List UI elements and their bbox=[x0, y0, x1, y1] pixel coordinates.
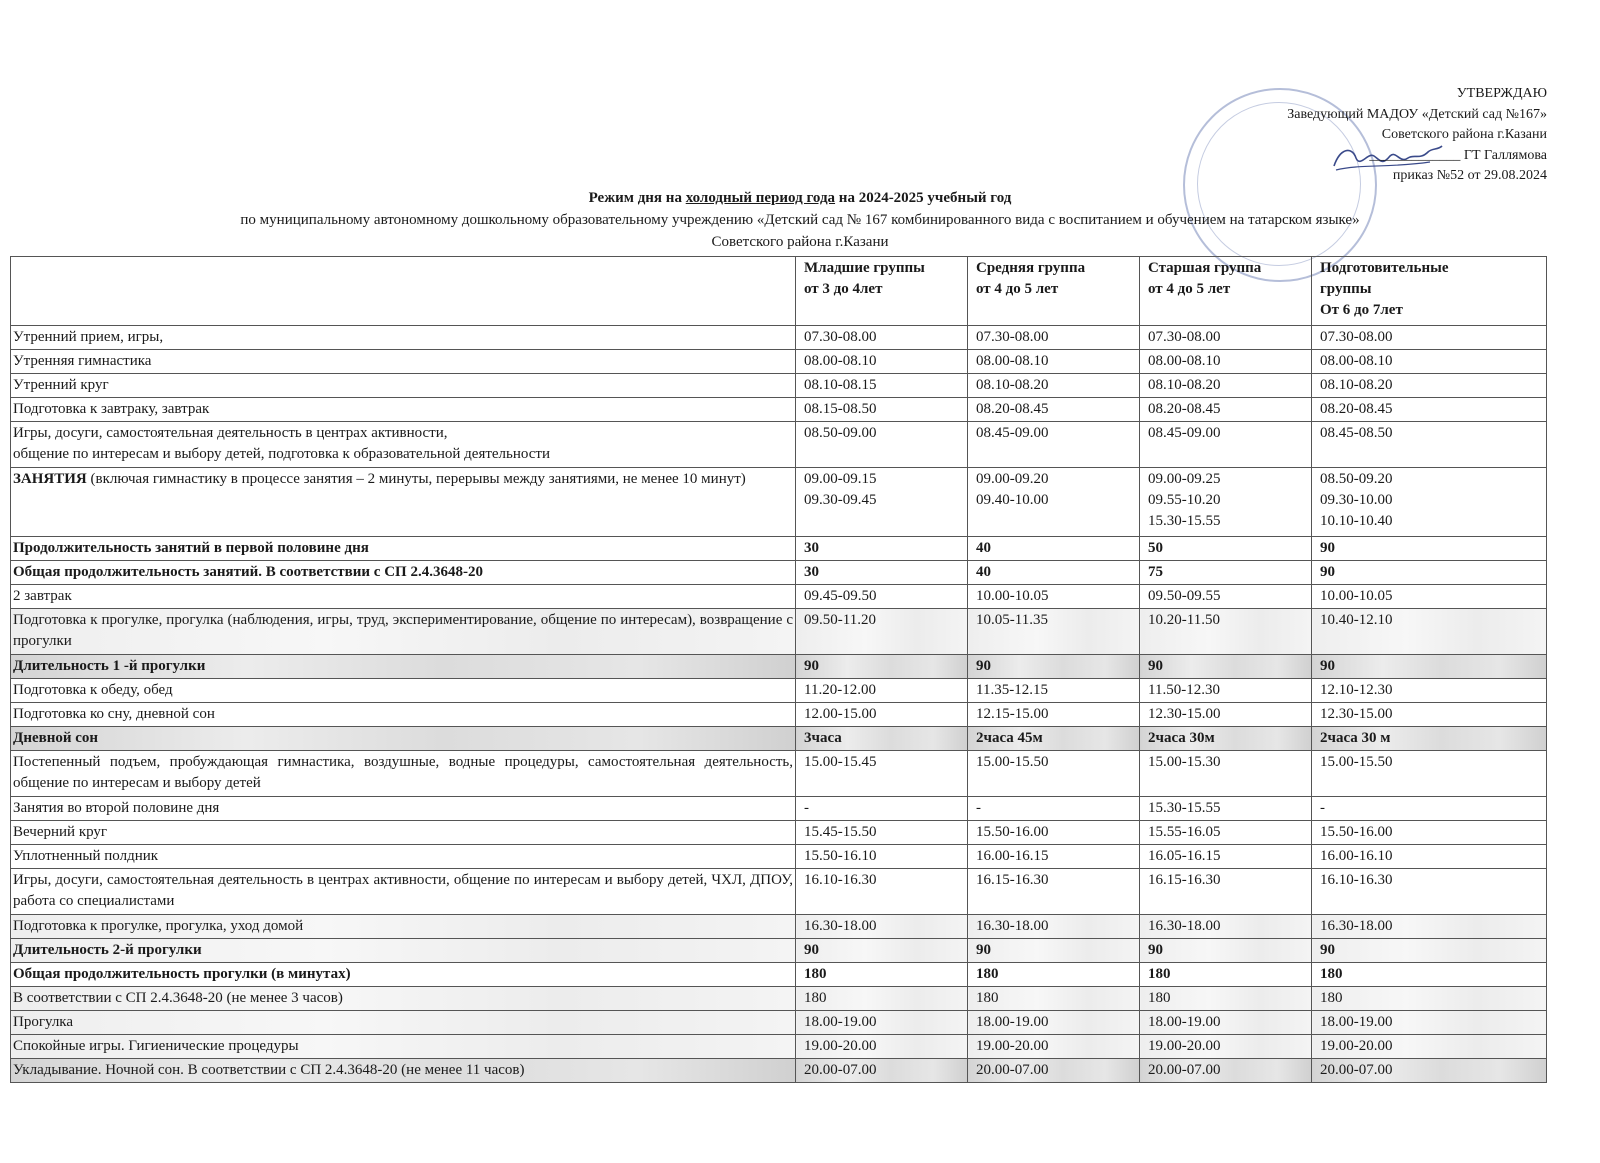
row-value-group-4: 12.30-15.00 bbox=[1312, 703, 1547, 727]
row-value-group-2: 90 bbox=[968, 939, 1140, 963]
row-label-text: Спокойные игры. Гигиенические процедуры bbox=[13, 1038, 299, 1054]
row-value-group-2: 11.35-12.15 bbox=[968, 679, 1140, 703]
row-value-group-3: 15.00-15.30 bbox=[1140, 751, 1312, 797]
time-slot: 09.00-09.15 bbox=[804, 471, 877, 487]
row-value-group-3: 19.00-20.00 bbox=[1140, 1035, 1312, 1059]
row-value-group-2: 16.30-18.00 bbox=[968, 915, 1140, 939]
table-row bbox=[11, 751, 1547, 797]
header-preparatory: Подготовительные группы От 6 до 7лет bbox=[1312, 257, 1547, 326]
time-slot: 09.30-09.45 bbox=[804, 492, 877, 508]
row-value-group-4: 16.10-16.30 bbox=[1312, 869, 1547, 915]
row-label bbox=[11, 350, 796, 374]
row-value-group-1 bbox=[796, 468, 968, 537]
row-label-text: Подготовка к прогулке, прогулка, уход домой bbox=[13, 918, 304, 934]
row-label-text: 2 завтрак bbox=[13, 588, 72, 604]
row-label bbox=[11, 845, 796, 869]
table-row bbox=[11, 963, 1547, 987]
table-row bbox=[11, 939, 1547, 963]
row-value-group-4: 2часа 30 м bbox=[1312, 727, 1547, 751]
row-value-group-1: 09.45-09.50 bbox=[796, 585, 968, 609]
approval-district: Советского района г.Казани bbox=[1381, 127, 1547, 142]
row-value-group-3: 16.30-18.00 bbox=[1140, 915, 1312, 939]
table-row bbox=[11, 468, 1547, 537]
row-label-text: Общая продолжительность прогулки (в минутах) bbox=[13, 966, 351, 982]
row-value-group-1: 180 bbox=[796, 963, 968, 987]
table-row bbox=[11, 585, 1547, 609]
row-value-group-2: 16.15-16.30 bbox=[968, 869, 1140, 915]
row-value-group-2: 180 bbox=[968, 963, 1140, 987]
row-value-group-1: 12.00-15.00 bbox=[796, 703, 968, 727]
row-value-group-3: 2часа 30м bbox=[1140, 727, 1312, 751]
row-value-group-3: 09.50-09.55 bbox=[1140, 585, 1312, 609]
row-label-text: В соответствии с СП 2.4.3648-20 (не менее 3 часов) bbox=[13, 990, 343, 1006]
row-label-text: Подготовка к обеду, обед bbox=[13, 682, 173, 698]
row-label-text: Вечерний круг bbox=[13, 824, 108, 840]
row-value-group-4: 19.00-20.00 bbox=[1312, 1035, 1547, 1059]
row-value-group-4: 180 bbox=[1312, 987, 1547, 1011]
row-value-group-3: 08.20-08.45 bbox=[1140, 398, 1312, 422]
row-value-group-1: 08.50-09.00 bbox=[796, 422, 968, 468]
row-value-group-2: 15.50-16.00 bbox=[968, 821, 1140, 845]
table-row bbox=[11, 987, 1547, 1011]
table-row bbox=[11, 350, 1547, 374]
approval-title: УТВЕРЖДАЮ bbox=[1456, 86, 1547, 101]
header-empty-cell bbox=[11, 257, 796, 326]
row-label bbox=[11, 797, 796, 821]
row-label bbox=[11, 1011, 796, 1035]
row-value-group-4: 90 bbox=[1312, 561, 1547, 585]
row-value-group-3: 180 bbox=[1140, 987, 1312, 1011]
table-row bbox=[11, 703, 1547, 727]
row-value-group-2: 18.00-19.00 bbox=[968, 1011, 1140, 1035]
row-value-group-2: 08.00-08.10 bbox=[968, 350, 1140, 374]
row-label bbox=[11, 609, 796, 655]
row-value-group-2: 16.00-16.15 bbox=[968, 845, 1140, 869]
row-value-group-4: 08.00-08.10 bbox=[1312, 350, 1547, 374]
table-row bbox=[11, 845, 1547, 869]
time-slot: 15.30-15.55 bbox=[1148, 513, 1221, 529]
title-suffix: на 2024-2025 учебный год bbox=[835, 190, 1012, 206]
row-value-group-4: 10.00-10.05 bbox=[1312, 585, 1547, 609]
row-value-group-2: 180 bbox=[968, 987, 1140, 1011]
title-prefix: Режим дня на bbox=[588, 190, 686, 206]
row-value-group-2: 20.00-07.00 bbox=[968, 1059, 1140, 1083]
row-label bbox=[11, 398, 796, 422]
row-value-group-3: 75 bbox=[1140, 561, 1312, 585]
row-value-group-3: 20.00-07.00 bbox=[1140, 1059, 1312, 1083]
row-value-group-4: 180 bbox=[1312, 963, 1547, 987]
row-value-group-3: 08.00-08.10 bbox=[1140, 350, 1312, 374]
row-value-group-1: 15.00-15.45 bbox=[796, 751, 968, 797]
row-label bbox=[11, 468, 796, 537]
row-label-text: Длительность 2-й прогулки bbox=[13, 942, 202, 958]
row-label bbox=[11, 655, 796, 679]
row-value-group-3: 15.55-16.05 bbox=[1140, 821, 1312, 845]
row-value-group-3: 18.00-19.00 bbox=[1140, 1011, 1312, 1035]
row-value-group-1: - bbox=[796, 797, 968, 821]
table-row bbox=[11, 326, 1547, 350]
row-label bbox=[11, 703, 796, 727]
row-value-group-2: 40 bbox=[968, 561, 1140, 585]
row-value-group-1: 08.10-08.15 bbox=[796, 374, 968, 398]
table-row bbox=[11, 797, 1547, 821]
row-label bbox=[11, 869, 796, 915]
row-value-group-3: 08.45-09.00 bbox=[1140, 422, 1312, 468]
row-label bbox=[11, 963, 796, 987]
row-value-group-3: 08.10-08.20 bbox=[1140, 374, 1312, 398]
row-label-text: Укладывание. Ночной сон. В соответствии с СП 2.4.3648-20 (не менее 11 часов) bbox=[13, 1062, 525, 1078]
row-value-group-3 bbox=[1140, 468, 1312, 537]
row-value-group-3: 180 bbox=[1140, 963, 1312, 987]
row-label bbox=[11, 727, 796, 751]
row-value-group-2: 19.00-20.00 bbox=[968, 1035, 1140, 1059]
row-value-group-4: 08.20-08.45 bbox=[1312, 398, 1547, 422]
row-value-group-3: 50 bbox=[1140, 537, 1312, 561]
table-row bbox=[11, 727, 1547, 751]
row-value-group-1: 08.00-08.10 bbox=[796, 350, 968, 374]
row-value-group-2: 08.20-08.45 bbox=[968, 398, 1140, 422]
row-label bbox=[11, 821, 796, 845]
row-value-group-3: 16.05-16.15 bbox=[1140, 845, 1312, 869]
row-label bbox=[11, 1059, 796, 1083]
table-row bbox=[11, 374, 1547, 398]
row-label-bold: ЗАНЯТИЯ bbox=[13, 471, 87, 487]
row-value-group-3: 11.50-12.30 bbox=[1140, 679, 1312, 703]
row-label-text: Продолжительность занятий в первой половине дня bbox=[13, 540, 369, 556]
row-value-group-2: 07.30-08.00 bbox=[968, 326, 1140, 350]
header-senior: Старшая группа от 4 до 5 лет bbox=[1140, 257, 1312, 326]
row-value-group-1: 18.00-19.00 bbox=[796, 1011, 968, 1035]
row-value-group-2: 2часа 45м bbox=[968, 727, 1140, 751]
row-value-group-1: 90 bbox=[796, 939, 968, 963]
row-value-group-4 bbox=[1312, 468, 1547, 537]
table-row bbox=[11, 537, 1547, 561]
row-value-group-4: 15.00-15.50 bbox=[1312, 751, 1547, 797]
table-row bbox=[11, 561, 1547, 585]
title-underlined: холодный период года bbox=[685, 190, 836, 206]
row-value-group-1: 11.20-12.00 bbox=[796, 679, 968, 703]
row-value-group-2: 90 bbox=[968, 655, 1140, 679]
table-row bbox=[11, 1011, 1547, 1035]
row-value-group-1: 30 bbox=[796, 561, 968, 585]
row-label-text: (включая гимнастику в процессе занятия – 2 минуты, перерывы между занятиями, не менее 10 минут) bbox=[86, 471, 746, 487]
row-label-text: Игры, досуги, самостоятельная деятельность в центрах активности, общение по интересам и выбору детей, ЧХЛ, ДПОУ, работа со специалистами bbox=[13, 872, 793, 909]
row-value-group-4: 90 bbox=[1312, 939, 1547, 963]
row-value-group-2: 10.00-10.05 bbox=[968, 585, 1140, 609]
row-label bbox=[11, 987, 796, 1011]
time-slot: 09.00-09.25 bbox=[1148, 471, 1221, 487]
row-value-group-4: 10.40-12.10 bbox=[1312, 609, 1547, 655]
document-subtitle-district: Советского района г.Казани bbox=[711, 234, 889, 250]
table-row bbox=[11, 1035, 1547, 1059]
document-subtitle: по муниципальному автономному дошкольному образовательному учреждению «Детский сад № 167 комбинированного вида с воспитанием и обучением на татарском языке» bbox=[240, 212, 1360, 228]
row-label-text: Длительность 1 -й прогулки bbox=[13, 658, 206, 674]
row-value-group-1: 180 bbox=[796, 987, 968, 1011]
time-slot: 10.10-10.40 bbox=[1320, 513, 1393, 529]
row-value-group-2: 08.45-09.00 bbox=[968, 422, 1140, 468]
row-value-group-3: 07.30-08.00 bbox=[1140, 326, 1312, 350]
approval-position: Заведующий МАДОУ «Детский сад №167» bbox=[1287, 106, 1547, 122]
row-value-group-1: 08.15-08.50 bbox=[796, 398, 968, 422]
row-label-text: Игры, досуги, самостоятельная деятельность в центрах активности, bbox=[13, 425, 448, 441]
time-slot: 09.40-10.00 bbox=[976, 492, 1049, 508]
table-row bbox=[11, 915, 1547, 939]
row-label bbox=[11, 915, 796, 939]
time-slot: 09.00-09.20 bbox=[976, 471, 1049, 487]
row-value-group-4: 16.00-16.10 bbox=[1312, 845, 1547, 869]
header-middle: Средняя группа от 4 до 5 лет bbox=[968, 257, 1140, 326]
table-row bbox=[11, 655, 1547, 679]
row-value-group-4: 08.10-08.20 bbox=[1312, 374, 1547, 398]
row-value-group-4: 07.30-08.00 bbox=[1312, 326, 1547, 350]
row-value-group-4: 08.45-08.50 bbox=[1312, 422, 1547, 468]
row-value-group-1: 20.00-07.00 bbox=[796, 1059, 968, 1083]
table-row bbox=[11, 679, 1547, 703]
row-label-text: Дневной сон bbox=[13, 730, 99, 746]
row-value-group-2: 10.05-11.35 bbox=[968, 609, 1140, 655]
row-label bbox=[11, 679, 796, 703]
row-value-group-2: 40 bbox=[968, 537, 1140, 561]
row-label-text: Прогулка bbox=[13, 1014, 74, 1030]
row-value-group-2: 08.10-08.20 bbox=[968, 374, 1140, 398]
row-value-group-1: 16.10-16.30 bbox=[796, 869, 968, 915]
row-label-text: Утренний круг bbox=[13, 377, 109, 393]
row-value-group-2: - bbox=[968, 797, 1140, 821]
approval-signatory: _____________ ГТ Галлямова bbox=[1369, 147, 1547, 163]
row-value-group-1: 30 bbox=[796, 537, 968, 561]
time-slot: 09.55-10.20 bbox=[1148, 492, 1221, 508]
row-label-text: Уплотненный полдник bbox=[13, 848, 159, 864]
row-value-group-3: 90 bbox=[1140, 939, 1312, 963]
row-value-group-3: 10.20-11.50 bbox=[1140, 609, 1312, 655]
document-title bbox=[0, 190, 1600, 207]
row-value-group-1: 19.00-20.00 bbox=[796, 1035, 968, 1059]
row-value-group-2 bbox=[968, 468, 1140, 537]
row-value-group-4: 90 bbox=[1312, 537, 1547, 561]
table-row bbox=[11, 869, 1547, 915]
row-label-text: Подготовка к завтраку, завтрак bbox=[13, 401, 210, 417]
row-label-text: Общая продолжительность занятий. В соответствии с СП 2.4.3648-20 bbox=[13, 564, 483, 580]
row-value-group-4: 15.50-16.00 bbox=[1312, 821, 1547, 845]
row-label bbox=[11, 422, 796, 468]
time-slot: 09.30-10.00 bbox=[1320, 492, 1393, 508]
row-label bbox=[11, 1035, 796, 1059]
table-row bbox=[11, 398, 1547, 422]
row-value-group-1: 15.45-15.50 bbox=[796, 821, 968, 845]
row-label bbox=[11, 561, 796, 585]
row-label bbox=[11, 585, 796, 609]
row-label-text: Утренняя гимнастика bbox=[13, 353, 152, 369]
row-label bbox=[11, 939, 796, 963]
row-value-group-4: 20.00-07.00 bbox=[1312, 1059, 1547, 1083]
row-label-text: Утренний прием, игры, bbox=[13, 329, 164, 345]
row-value-group-1: 90 bbox=[796, 655, 968, 679]
row-value-group-4: 12.10-12.30 bbox=[1312, 679, 1547, 703]
approval-block bbox=[1287, 84, 1547, 187]
row-value-group-4: 16.30-18.00 bbox=[1312, 915, 1547, 939]
table-row bbox=[11, 609, 1547, 655]
row-label-text: Постепенный подъем, пробуждающая гимнастика, воздушные, водные процедуры, самостоятельная деятельность, общение по интересам и выбору детей bbox=[13, 754, 793, 791]
row-value-group-2: 15.00-15.50 bbox=[968, 751, 1140, 797]
row-value-group-4: 18.00-19.00 bbox=[1312, 1011, 1547, 1035]
row-label-text: Подготовка ко сну, дневной сон bbox=[13, 706, 215, 722]
row-label bbox=[11, 374, 796, 398]
table-row bbox=[11, 821, 1547, 845]
table-row bbox=[11, 1059, 1547, 1083]
row-value-group-1: 16.30-18.00 bbox=[796, 915, 968, 939]
row-value-group-4: - bbox=[1312, 797, 1547, 821]
row-label bbox=[11, 751, 796, 797]
row-value-group-3: 16.15-16.30 bbox=[1140, 869, 1312, 915]
header-junior: Младшие группы от 3 до 4лет bbox=[796, 257, 968, 326]
row-value-group-4: 90 bbox=[1312, 655, 1547, 679]
row-label-text: Подготовка к прогулке, прогулка (наблюдения, игры, труд, экспериментирование, общение по интересам), возвращение с прогулки bbox=[13, 612, 793, 649]
table-row bbox=[11, 422, 1547, 468]
row-value-group-3: 12.30-15.00 bbox=[1140, 703, 1312, 727]
schedule-table bbox=[10, 256, 1547, 1083]
row-value-group-1: 15.50-16.10 bbox=[796, 845, 968, 869]
table-header-row bbox=[11, 257, 1547, 326]
row-value-group-2: 12.15-15.00 bbox=[968, 703, 1140, 727]
row-value-group-1: 09.50-11.20 bbox=[796, 609, 968, 655]
time-slot: 08.50-09.20 bbox=[1320, 471, 1393, 487]
row-value-group-3: 90 bbox=[1140, 655, 1312, 679]
row-label bbox=[11, 537, 796, 561]
approval-order: приказ №52 от 29.08.2024 bbox=[1392, 168, 1547, 183]
row-value-group-1: 3часа bbox=[796, 727, 968, 751]
row-value-group-1: 07.30-08.00 bbox=[796, 326, 968, 350]
row-label-text-2: общение по интересам и выбору детей, подготовка к образовательной деятельности bbox=[13, 446, 551, 462]
row-label bbox=[11, 326, 796, 350]
row-label-text: Занятия во второй половине дня bbox=[13, 800, 220, 816]
row-value-group-3: 15.30-15.55 bbox=[1140, 797, 1312, 821]
